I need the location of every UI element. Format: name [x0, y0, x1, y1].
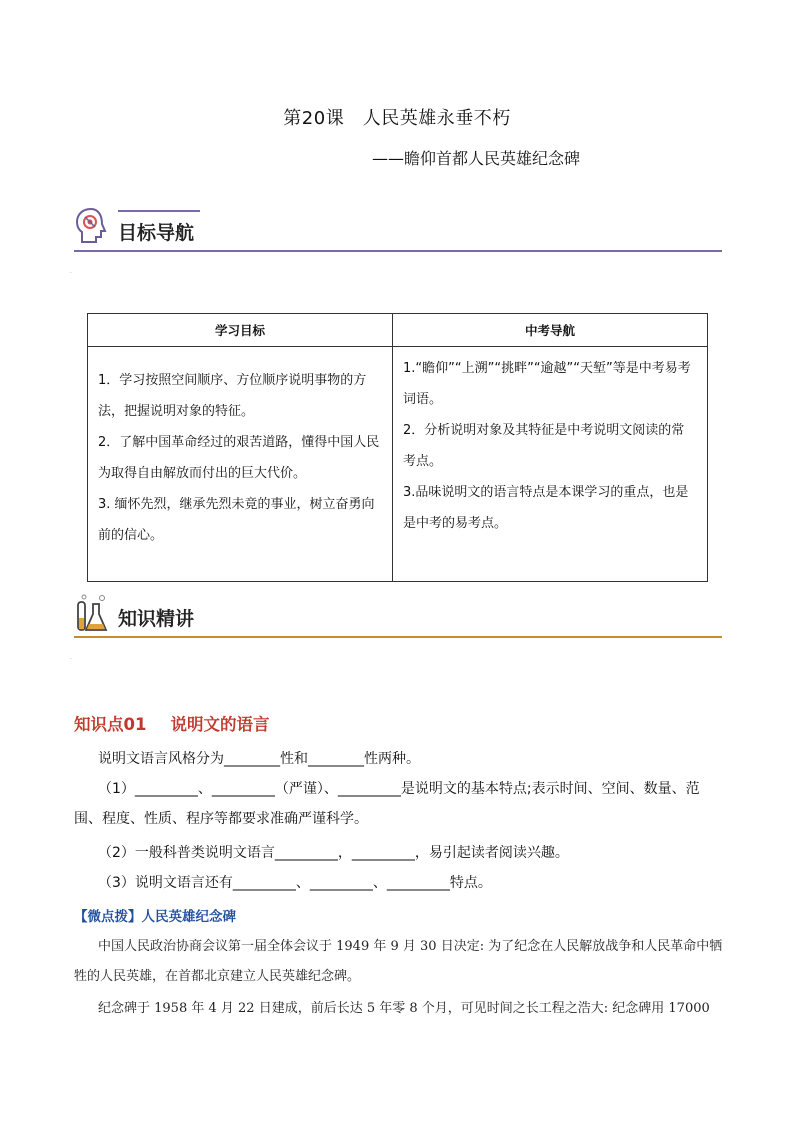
list-item: 3.品味说明文的语言特点是本课学习的重点，也是是中考的易考点。 — [403, 485, 689, 531]
section-title: 目标导航 — [118, 222, 195, 244]
list-item: 1.“瞻仰”“上溯”“挑畔”“逾越”“天堑”等是中考易考词语。 — [403, 361, 691, 407]
tip-paragraph: 纪念碑于 1958 年 4 月 22 日建成，前后长达 5 年零 8 个月，可见时间之长工程之浩大: 纪念碑用 17000 — [98, 1001, 710, 1016]
learning-goals-cell — [88, 347, 393, 582]
section-title: 知识精讲 — [118, 608, 195, 630]
goals-table — [87, 313, 708, 582]
exam-guide-cell — [393, 347, 708, 582]
exercise-item-2: （2）一般科普类说明文语言_________，_________，易引起读者阅读兴趣。 — [98, 845, 569, 861]
page-subtitle: ——瞻仰首都人民英雄纪念碑 — [372, 149, 581, 168]
list-item: 3. 缅怀先烈，继承先烈未竟的事业，树立奋勇向前的信心。 — [98, 497, 375, 543]
exercise-item-1: （1）_________、_________（严谨）、_________是说明文的基本特点;表示时间、空间、数量、范围、程度、性质、程序等都要求准确严谨科学。 — [74, 781, 700, 827]
brain-target-icon — [74, 206, 110, 246]
exercise-intro: 说明文语言风格分为________性和________性两种。 — [98, 751, 420, 767]
tip-paragraph: 中国人民政治协商会议第一届全体会议于 1949 年 9 月 30 日决定: 为了纪念在人民解放战争和人民革命中牺牲的人民英雄，在首都北京建立人民英雄纪念碑。 — [74, 939, 723, 984]
lab-flask-icon — [74, 592, 110, 632]
section-accent-bar — [118, 210, 200, 212]
exercise-item-3: （3）说明文语言还有_________、_________、_________特点。 — [98, 875, 492, 891]
list-item: 1．学习按照空间顺序、方位顺序说明事物的方法，把握说明对象的特征。 — [98, 373, 367, 419]
section-header-goals — [74, 206, 722, 252]
list-item: 2．了解中国革命经过的艰苦道路，懂得中国人民为取得自由解放而付出的巨大代价。 — [98, 435, 380, 481]
table-header: 学习目标 — [88, 314, 393, 347]
knowledge-point-name: 说明文的语言 — [170, 715, 270, 734]
tiny-mark: . — [70, 654, 72, 661]
section-divider — [74, 636, 722, 638]
knowledge-point-number: 知识点01 — [74, 715, 147, 734]
section-divider — [74, 250, 722, 252]
section-header-knowledge — [74, 592, 722, 638]
page-title: 第20课 人民英雄永垂不朽 — [283, 108, 511, 129]
tip-heading: 【微点拨】人民英雄纪念碑 — [74, 909, 236, 925]
table-header: 中考导航 — [393, 314, 708, 347]
tiny-mark: . — [70, 268, 72, 275]
knowledge-point-heading — [74, 711, 269, 735]
list-item: 2．分析说明对象及其特征是中考说明文阅读的常考点。 — [403, 423, 685, 469]
